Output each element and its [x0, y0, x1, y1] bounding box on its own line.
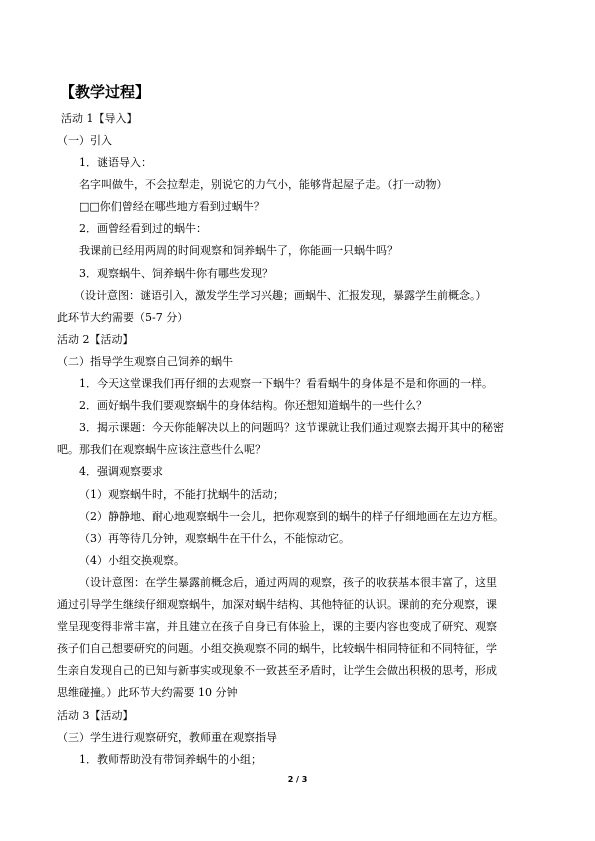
design-note-line: 思维碰撞。）此环节大约需要 10 分钟	[57, 686, 238, 699]
paragraph-line: □□你们曾经在哪些地方看到过蜗牛？	[79, 200, 265, 213]
section-title: 【教学过程】	[60, 83, 151, 101]
subsection-heading: （三）学生进行观察研究，教师重在观察指导	[57, 731, 277, 744]
activity-2-heading: 活动 2【活动】	[57, 333, 134, 346]
list-item: 1．谜语导入：	[79, 156, 152, 169]
design-note-line: 堂呈现变得非常丰富，并且建立在孩子自身已有体验上，课的主要内容也变成了研究、观察	[57, 620, 497, 633]
page-number: 2 / 3	[287, 775, 308, 784]
list-item: 3．观察蜗牛、饲养蜗牛你有哪些发现？	[79, 267, 273, 280]
list-item: （4）小组交换观察。	[79, 554, 185, 567]
duration-note: 此环节大约需要（5-7 分）	[57, 311, 189, 324]
list-item: 4．强调观察要求	[79, 465, 163, 478]
activity-3-heading: 活动 3【活动】	[57, 709, 134, 722]
paragraph-line: 我课前已经用两周的时间观察和饲养蜗牛了，你能画一只蜗牛吗？	[79, 244, 398, 257]
design-note: （设计意图：在学生暴露前概念后，通过两周的观察，孩子的收获基本很丰富了，这里	[79, 576, 497, 589]
subsection-heading: （一）引入	[57, 134, 112, 147]
list-item: 1．教师帮助没有带饲养蜗牛的小组；	[79, 753, 262, 766]
design-note-line: 生亲自发现自己的已知与新事实或现象不一致甚至矛盾时，让学生会做出积极的思考，形成	[57, 664, 497, 677]
design-note: （设计意图：谜语引入，激发学生学习兴趣；画蜗牛、汇报发现，暴露学生前概念。）	[74, 289, 487, 302]
list-item: （2）静静地、耐心地观察蜗牛一会儿，把你观察到的蜗牛的样子仔细地画在左边方框。	[79, 510, 504, 523]
list-item: （3）再等待几分钟，观察蜗牛在干什么，不能惊动它。	[79, 532, 350, 545]
list-item: （1）观察蜗牛时，不能打扰蜗牛的活动；	[79, 488, 284, 501]
paragraph-line: 吧。那我们在观察蜗牛应该注意些什么呢？	[57, 443, 266, 456]
design-note-line: 孩子们自己想要研究的问题。小组交换观察不同的蜗牛，比较蜗牛相同特征和不同特征，学	[57, 642, 497, 655]
list-item: 3．揭示课题：今天你能解决以上的问题吗？这节课就让我们通过观察去揭开其中的秘密	[79, 421, 504, 434]
list-item: 1．今天这堂课我们再仔细的去观察一下蜗牛？看看蜗牛的身体是不是和你画的一样。	[79, 377, 493, 390]
design-note-line: 通过引导学生继续仔细观察蜗牛，加深对蜗牛结构、其他特征的认识。课前的充分观察，课	[57, 598, 497, 611]
subsection-heading: （二）指导学生观察自己饲养的蜗牛	[57, 355, 233, 368]
list-item: 2．画好蜗牛我们要观察蜗牛的身体结构。你还想知道蜗牛的一些什么？	[79, 399, 427, 412]
activity-1-heading: 活动 1【导入】	[61, 112, 138, 125]
list-item: 2．画曾经看到过的蜗牛：	[79, 222, 207, 235]
paragraph-line: 名字叫做牛，不会拉犁走，别说它的力气小，能够背起屋子走。（打一动物）	[79, 178, 448, 191]
